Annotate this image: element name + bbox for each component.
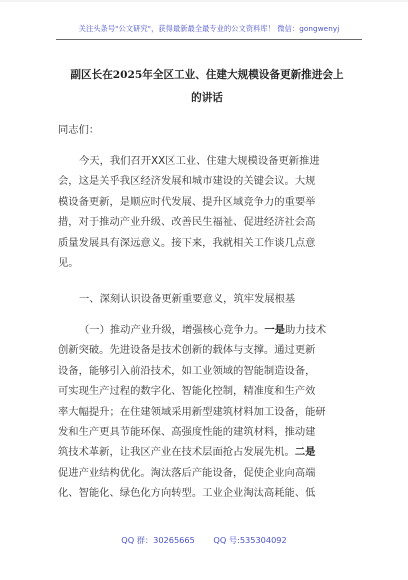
paragraph-line: 措，对于推动产业升级、改善民生福祉、促进经济社会高 [58,216,316,229]
header-banner: 关注头条号"公文研究"，获得最新最全最专业的公文资料库！ 微信：gongwenyj [78,24,340,33]
paragraph-line [58,320,352,340]
paragraph-line [58,442,352,462]
paragraph-line: 可实现生产过程的数字化、智能化控制，精准度和生产效 [58,385,316,398]
title-line: 的讲话 [191,92,223,104]
paragraph-line: 创新突破。先进设备是技术创新的载体与支撑。通过更新 [58,344,316,357]
title-line: 副区长在2025年全区工业、住建大规模设备更新推进会上 [70,69,344,81]
greeting: 同志们： [58,124,100,136]
paragraph-line: 设备，能够引入前沿技术，如工业领域的智能制造设备， [58,364,316,377]
bold-lead-text: 二是 [294,446,316,459]
qq-number-link[interactable]: QQ 号:535304092 [213,535,287,545]
line-tail-text: 助力技术 [284,324,327,336]
bold-lead-text: 一是 [264,324,285,336]
section-heading: 一、深刻认识设备更新重要意义，筑牢发展根基 [79,293,296,305]
paragraph-line: 质量发展具有深远意义。接下来，我就相关工作谈几点意 [58,236,316,249]
paragraph-line: 促进产业结构优化。淘汰落后产能设备，促使企业向高端 [58,466,316,479]
paragraph-line: 今天，我们召开XX区工业、住建大规模设备更新推进 [79,155,320,167]
line-text: 筑技术革新，让我区产业在技术层面抢占发展先机。 [58,446,295,459]
paragraph-line: 会，这是关乎我区经济发展和城市建设的关键会议。大规 [58,175,316,188]
paragraph-line: 化、智能化、绿色化方向转型。工业企业淘汰高耗能、低 [58,487,316,500]
sub-heading-text: （一）推动产业升级，增强核心竞争力。 [79,324,265,336]
document-title [62,64,352,110]
footer-contact [0,535,408,546]
page-top-border [0,0,408,2]
header-divider [56,39,362,40]
sub-paragraph [58,320,352,504]
intro-paragraph [58,151,352,273]
paragraph-line: 发和生产更具节能环保、高强度性能的建筑材料，推动建 [58,426,316,439]
paragraph-line: 模设备更新，是顺应时代发展、提升区域竞争力的重要举 [58,195,316,208]
paragraph-line: 见。 [58,257,79,270]
paragraph-line: 率大幅提升；在住建领域采用新型建筑材料加工设备，能研 [58,405,326,418]
qq-group-link[interactable]: QQ 群：30265665 [121,535,195,545]
